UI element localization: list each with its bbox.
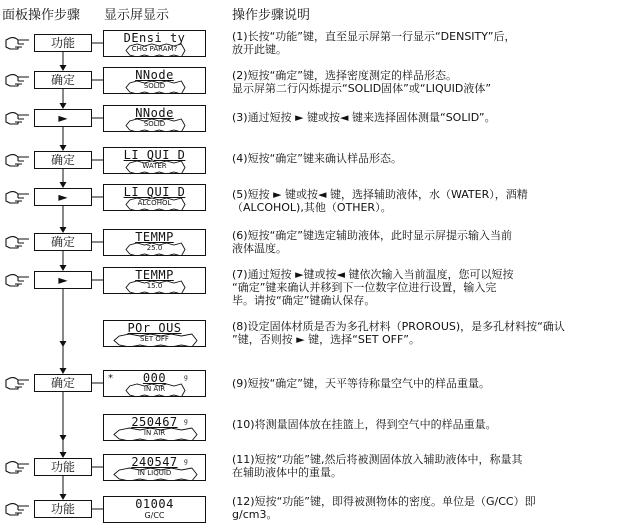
step-description	[232, 268, 514, 307]
step-description-line: 毕。请按“确定”键确认保存。	[232, 294, 376, 307]
step-description-line: (9)短按“确定”键，天平等待称量空气中的样品重量。	[232, 377, 490, 390]
step-description	[232, 188, 528, 214]
lcd-display	[103, 229, 206, 256]
step-description-line: (11)短按“功能”键,然后将被测固体放入辅助液体中，称量其	[232, 453, 523, 466]
step-description	[232, 229, 512, 255]
hand-pointer-icon	[4, 272, 30, 288]
hand-pointer-icon	[4, 110, 30, 126]
step-description-line: (4)短按“确定”键来确认样品形态。	[232, 152, 402, 165]
step-description-line: 在辅助液体中的重量。	[232, 466, 342, 479]
lcd-line-2: 25.0	[146, 244, 163, 252]
lcd-display	[103, 105, 206, 132]
step-description	[232, 69, 491, 95]
lcd-line-1: 250467	[131, 415, 178, 429]
lcd-display	[103, 267, 206, 294]
step-description-line: (10)将测量固体放在挂篮上，得到空气中的样品重量。	[232, 418, 497, 431]
lcd-line-2: ALCOHOL	[137, 199, 172, 207]
step-description-line: （ALCOHOL),其他（OTHER）。	[232, 201, 392, 214]
panel-key-button[interactable]: 确定	[34, 233, 92, 251]
lcd-line-1: TEMMP	[135, 268, 174, 282]
hand-pointer-icon	[4, 189, 30, 205]
header-display: 显示屏显示	[104, 8, 170, 23]
lcd-line-2: SOLID	[143, 82, 166, 90]
step-description-line: (12)短按“功能”键，即得被测物体的密度。单位是（G/CC）即	[232, 495, 536, 508]
lcd-line-1: LI QUI D	[123, 148, 186, 162]
hand-pointer-icon	[4, 459, 30, 475]
lcd-line-1: 000	[142, 371, 167, 385]
header-explanation: 操作步骤说明	[232, 8, 311, 23]
panel-key-button[interactable]: 功能	[34, 458, 92, 476]
lcd-display	[103, 370, 206, 397]
lcd-line-2: CHG PARAM?	[131, 45, 178, 53]
lcd-display	[103, 454, 206, 481]
lcd-unit: g	[184, 458, 188, 465]
lcd-line-1: LI QUI D	[123, 185, 186, 199]
lcd-line-1: NNode	[135, 68, 174, 82]
lcd-display	[103, 496, 206, 523]
step-description	[232, 30, 516, 56]
step-description-line: g/cm3。	[232, 508, 278, 521]
lcd-line-1: 240547	[131, 455, 178, 469]
step-description-line: “确定”键来确认并移到下一位数字位进行设置，输入完	[232, 281, 497, 294]
lcd-line-2: IN AIR	[143, 385, 166, 393]
lcd-line-2: SET OFF	[140, 335, 169, 343]
hand-pointer-icon	[4, 501, 30, 517]
step-description-line: (2)短按“确定”键，选择密度测定的样品形态。	[232, 69, 457, 82]
panel-key-button[interactable]: 功能	[34, 34, 92, 52]
lcd-display	[103, 414, 206, 441]
step-description-line: ”键，否则按 ► 键，选择“SET OFF”。	[232, 333, 421, 346]
lcd-display	[103, 67, 206, 94]
lcd-line-2: G/CC	[144, 511, 165, 520]
hand-pointer-icon	[4, 234, 30, 250]
lcd-display	[103, 30, 206, 57]
step-description-line: 放开此键。	[232, 43, 287, 56]
panel-key-button[interactable]: ►	[34, 109, 92, 127]
lcd-display	[103, 320, 206, 347]
lcd-display	[103, 184, 206, 211]
step-description-line: (3)通过短按 ► 键或按◄ 键来选择固体测量“SOLID”。	[232, 111, 496, 124]
lcd-line-1: TEMMP	[135, 230, 174, 244]
step-description-line: (8)设定固体材质是否为多孔材料（PROROUS)，是多孔材料按“确认	[232, 320, 565, 333]
step-description-line: (6)短按“确定”键选定辅助液体，此时显示屏提示输入当前	[232, 229, 512, 242]
lcd-display	[103, 147, 206, 174]
lcd-line-2: SOLID	[143, 120, 166, 128]
hand-pointer-icon	[4, 35, 30, 51]
lcd-line-2: IN LIQUID	[137, 469, 172, 477]
header-panel-steps: 面板操作步骤	[2, 8, 81, 23]
panel-key-button[interactable]: ►	[34, 271, 92, 289]
panel-key-button[interactable]: 确定	[34, 71, 92, 89]
lcd-line-1: NNode	[135, 106, 174, 120]
panel-key-button[interactable]: ►	[34, 188, 92, 206]
step-description	[232, 495, 536, 521]
step-description-line: (1)长按“功能”键，直至显示屏第一行显示“DENSITY”后，	[232, 30, 516, 43]
step-description-line: 显示屏第二行闪烁提示“SOLID固体”或“LIQUID液体”	[232, 82, 492, 95]
lcd-star-indicator: *	[108, 373, 113, 384]
step-description	[232, 111, 496, 124]
lcd-unit: g	[184, 374, 188, 381]
hand-pointer-icon	[4, 72, 30, 88]
panel-key-button[interactable]: 功能	[34, 500, 92, 518]
step-description	[232, 152, 402, 165]
step-description-line: (7)通过短按 ►键或按◄ 键依次输入当前温度，您可以短按	[232, 268, 514, 281]
lcd-line-1: POr OUS	[127, 321, 182, 335]
step-description	[232, 418, 497, 431]
panel-key-button[interactable]: 确定	[34, 374, 92, 392]
step-description	[232, 320, 565, 346]
lcd-unit: g	[184, 418, 188, 425]
lcd-line-1: DEnsi ty	[123, 31, 186, 45]
step-description	[232, 377, 490, 390]
panel-key-button[interactable]: 确定	[34, 151, 92, 169]
step-description	[232, 453, 522, 479]
lcd-line-2: 15.0	[146, 282, 163, 290]
step-description-line: (5)短按 ► 键或按◄ 键，选择辅助液体，水（WATER），酒精	[232, 188, 528, 201]
lcd-line-1: 01004	[135, 497, 174, 511]
step-description-line: 液体温度。	[232, 242, 287, 255]
lcd-line-2: WATER	[142, 162, 167, 170]
lcd-line-2: IN AIR	[143, 429, 166, 437]
hand-pointer-icon	[4, 375, 30, 391]
hand-pointer-icon	[4, 152, 30, 168]
